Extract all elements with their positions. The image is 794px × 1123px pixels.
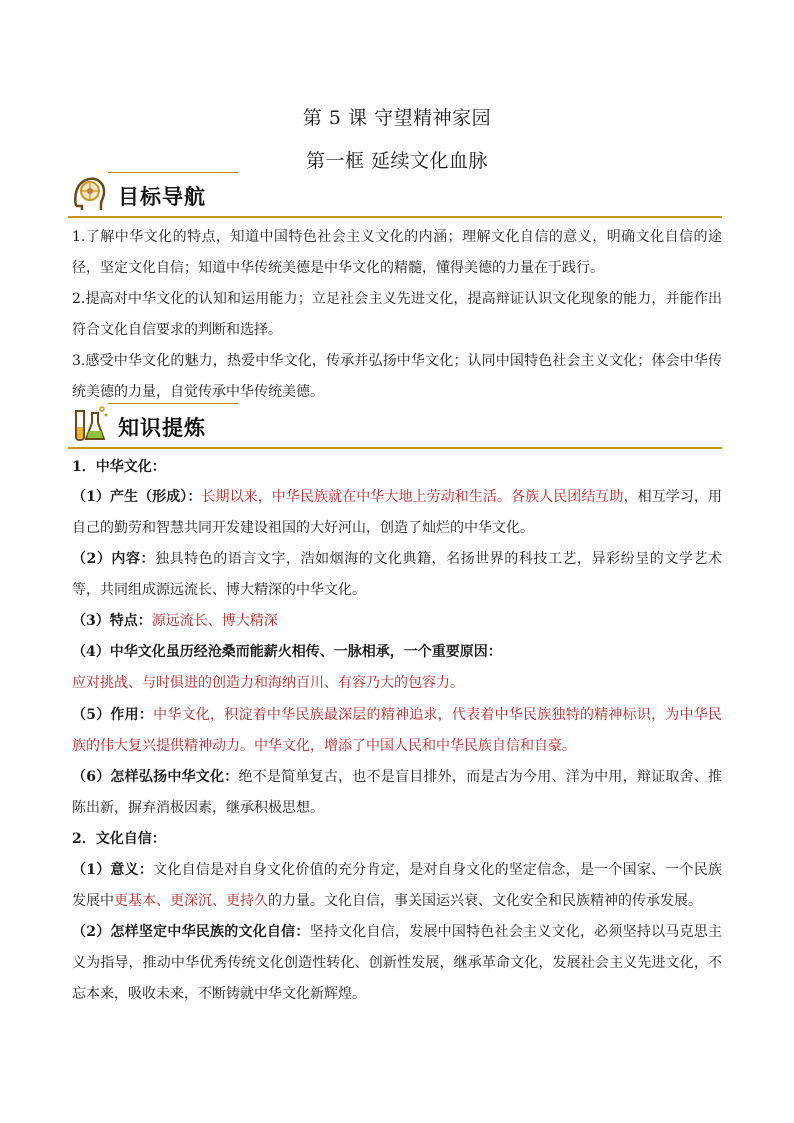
body-text: ，相互学习，用自己的勤劳和智慧共同开发建设祖国的大好河山，创造了灿烂的中华文化。 [72, 489, 723, 536]
point-2-2 [72, 917, 722, 1010]
goal-item-1: 1.了解中华文化的特点，知道中国特色社会主义文化的内涵；理解文化自信的意义，明确文化自信的途径，坚定文化自信；知道中华传统美德是中华文化的精髓，懂得美德的力量在于践行。 [72, 229, 722, 276]
point-label: （6）怎样弘扬中华文化： [72, 769, 239, 785]
brain-head-icon [68, 172, 110, 214]
point-label: （1）意义： [72, 862, 154, 878]
header-bottom-rule [68, 447, 722, 449]
header-top-rule [108, 172, 238, 173]
point-1-2 [72, 544, 722, 606]
frame-title: 第一框 延续文化血脉 [305, 150, 489, 172]
point-label: （5）作用： [72, 707, 154, 723]
goals-section-header [68, 170, 722, 218]
point-1-6 [72, 762, 722, 824]
point-label: （3）特点： [72, 613, 152, 629]
body-text: 绝不是简单复古，也不是盲目排外，而是古为今用、洋为中用，辩证取舍、推陈出新，摒弃消极因素，继承积极思想。 [72, 769, 722, 816]
point-label: （1）产生（形成）： [72, 489, 202, 505]
body-text: 文化自信是对自身文化价值的充分肯定，是对自身文化的坚定信念，是一个国家、一个民族发展中 [72, 862, 722, 909]
point-1-5 [72, 700, 722, 762]
lab-flask-icon [68, 403, 110, 445]
goal-item-3: 3.感受中华文化的魅力，热爱中华文化，传承并弘扬中华文化；认同中国特色社会主义文化；体会中华传统美德的力量，自觉传承中华传统美德。 [72, 353, 722, 400]
point-2-1 [72, 855, 722, 917]
highlight-text: 源远流长、博大精深 [151, 613, 278, 629]
point-1-4-label: （4）中华文化虽历经沧桑而能薪火相传、一脉相承，一个重要原因： [72, 644, 502, 660]
highlight-text: 更基本、更深沉、更持久 [114, 893, 268, 909]
knowledge-section-header [68, 401, 722, 449]
knowledge-heading: 知识提炼 [118, 416, 206, 440]
point-label: （2）怎样坚定中华民族的文化自信： [72, 924, 310, 940]
highlight-text: 中华文化，积淀着中华民族最深层的精神追求，代表着中华民族独特的精神标识，为中华民族的伟大复兴提供精神动力。中华文化，增添了中国人民和中华民族自信和自豪。 [72, 707, 722, 754]
body-text: 的力量。文化自信，事关国运兴衰、文化安全和民族精神的传承发展。 [268, 893, 702, 909]
goal-item-2: 2.提高对中华文化的认知和运用能力；立足社会主义先进文化，提高辩证认识文化现象的能力，并能作出符合文化自信要求的判断和选择。 [72, 291, 722, 338]
header-bottom-rule [68, 216, 722, 218]
body-text: 独具特色的语言文字，浩如烟海的文化典籍，名扬世界的科技工艺，异彩纷呈的文学艺术等，共同组成源远流长、博大精深的中华文化。 [72, 551, 723, 598]
goals-heading: 目标导航 [118, 185, 206, 209]
header-top-rule [108, 403, 238, 404]
point-2-title: 2．文化自信： [72, 831, 166, 847]
point-1-3 [72, 606, 722, 637]
lesson-title: 第 5 课 守望精神家园 [302, 107, 492, 129]
body-text: 坚持文化自信，发展中国特色社会主义文化，必须坚持以马克思主义为指导，推动中华优秀传统文化创造性转化、创新性发展，继承革命文化，发展社会主义先进文化，不忘本来，吸收未来，不断铸就中华文化新辉煌。 [72, 924, 723, 1002]
point-1-title: 1．中华文化： [72, 459, 166, 475]
point-1-4-text: 应对挑战、与时俱进的创造力和海纳百川、有容乃大的包容力。 [72, 675, 464, 691]
point-label: （2）内容： [72, 551, 156, 567]
point-1-1 [72, 482, 722, 544]
highlight-text: 长期以来，中华民族就在中华大地上劳动和生活。各族人民团结互助 [201, 489, 624, 505]
